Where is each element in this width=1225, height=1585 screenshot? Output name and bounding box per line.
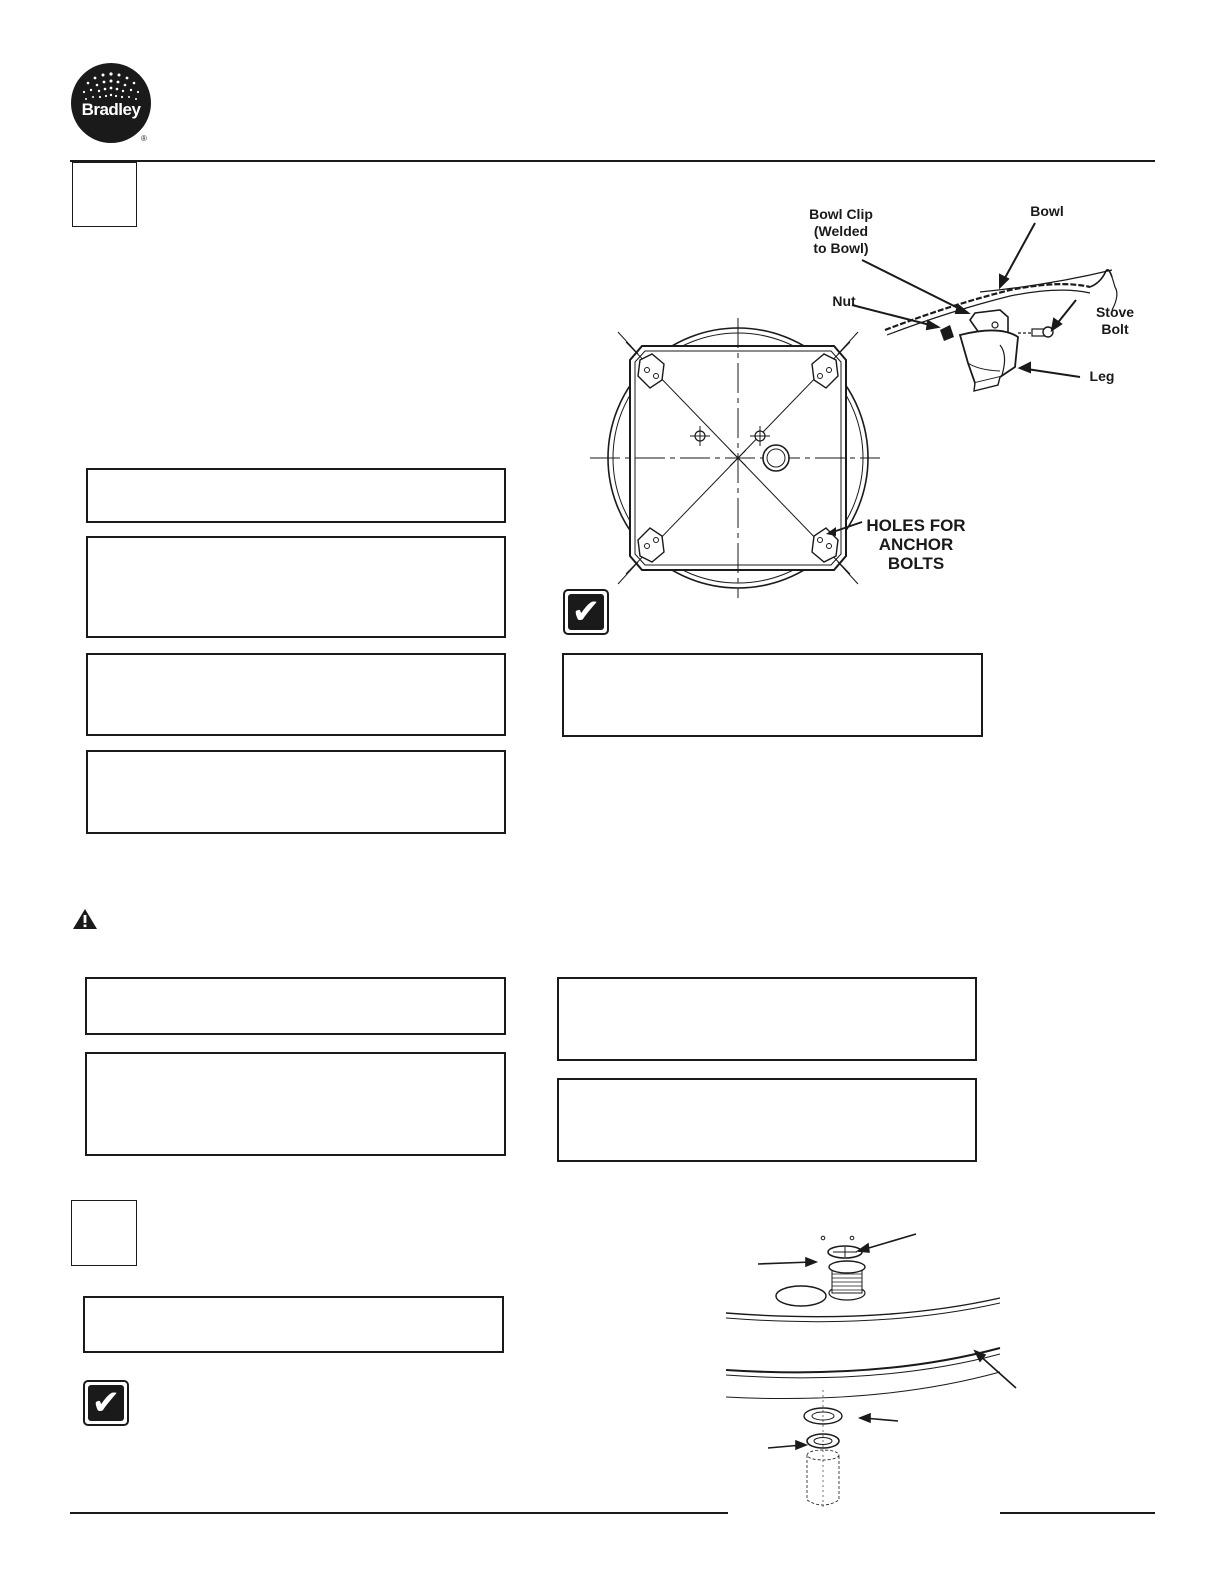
footer-rule-left <box>70 1512 728 1514</box>
label-welded: (Welded <box>813 223 869 239</box>
note-box-1 <box>562 653 983 737</box>
checkmark-icon: ✔ <box>563 589 609 635</box>
instruction-box-5 <box>83 1296 504 1353</box>
instruction-box-3 <box>86 653 506 736</box>
label-bowl: Bowl <box>1030 203 1064 219</box>
instruction-box-2 <box>86 536 506 638</box>
label-leg: Leg <box>1089 368 1115 384</box>
registered-mark: ® <box>141 134 147 143</box>
footer-rule-right <box>1000 1512 1155 1514</box>
checkmark-icon-2: ✔ <box>83 1380 129 1426</box>
label-to-bowl: to Bowl) <box>813 240 869 256</box>
label-bowl-clip: Bowl Clip <box>809 206 873 222</box>
label-bolt: Bolt <box>1101 321 1129 337</box>
instruction-box-1 <box>86 468 506 523</box>
step-number-box-1 <box>72 162 137 227</box>
label-nut: Nut <box>832 293 856 309</box>
label-anchor: ANCHOR <box>878 535 954 554</box>
label-bolts: BOLTS <box>887 554 945 573</box>
warning-box-1 <box>85 977 506 1035</box>
warning-box-2 <box>85 1052 506 1156</box>
label-holes-for: HOLES FOR <box>866 516 966 535</box>
instruction-box-4 <box>86 750 506 834</box>
warning-triangle-icon <box>72 908 98 930</box>
anchor-bolt-plan-diagram <box>590 318 880 598</box>
warning-box-4 <box>557 1078 977 1162</box>
label-stove: Stove <box>1095 304 1135 320</box>
step-number-box-2 <box>71 1200 137 1266</box>
header-rule <box>70 160 1155 162</box>
bradley-logo <box>70 62 152 144</box>
logo-wordmark: Bradley <box>81 100 141 119</box>
warning-box-3 <box>557 977 977 1061</box>
drain-assembly-diagram <box>720 1230 1040 1520</box>
